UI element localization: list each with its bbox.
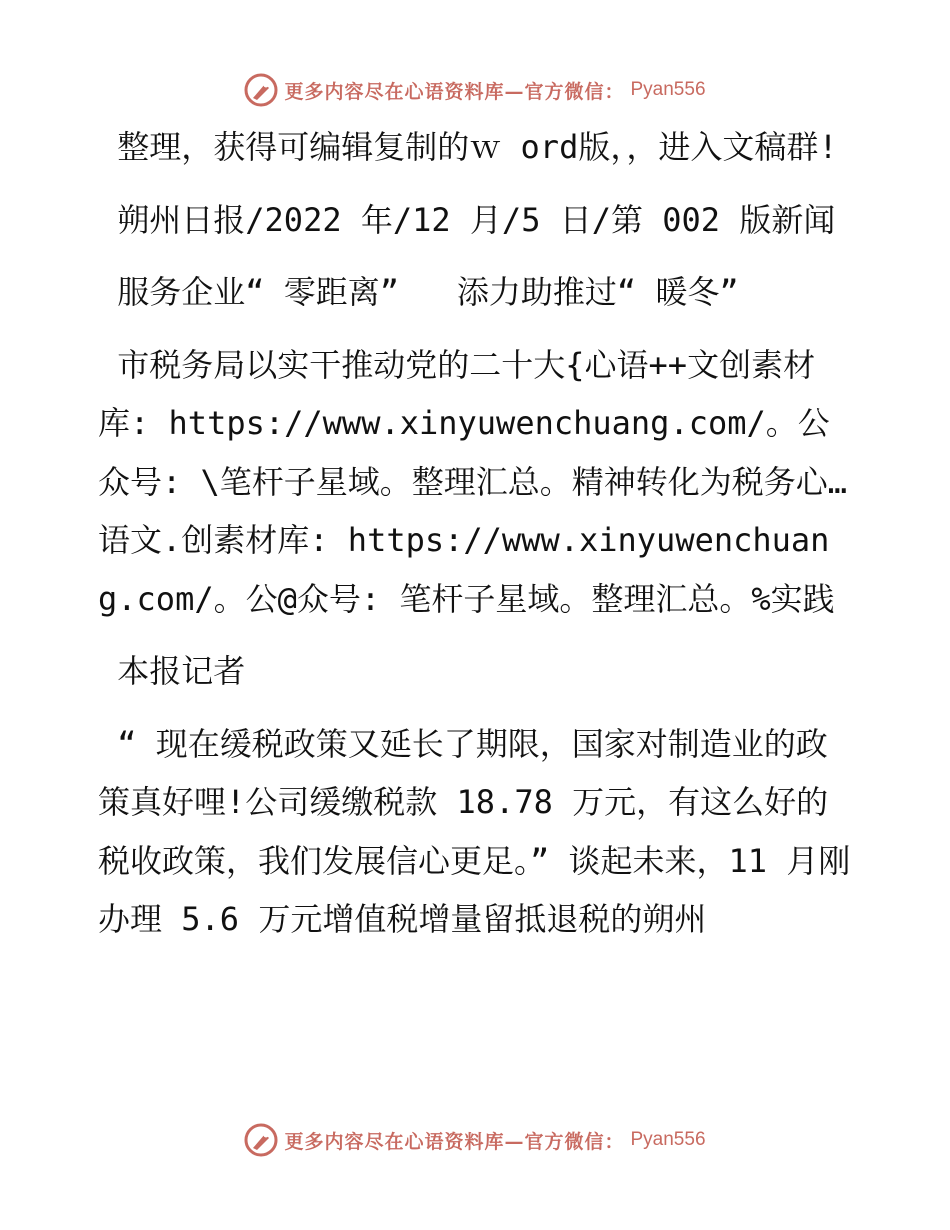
paragraph-intro: 整理，获得可编辑复制的ｗ ord版，，进入文稿群! [98,128,838,166]
watermark-wechat-id: Pyan556 [630,1129,706,1150]
watermark-text: 更多内容尽在心语资料库—官方微信： [284,1130,625,1153]
watermark-text: 更多内容尽在心语资料库—官方微信： [284,80,625,103]
article-body-paragraph: “ 现在缓税政策又延长了期限，国家对制造业的政策真好哩!公司缓缴税款 18.78 万元，有这么好的税收政策，我们发展信心更足。” 谈起未来，11 月刚办理 5.6 万元增值税增量留抵退税的朔州 [98,724,851,938]
article-subheadline: 市税务局以实干推动党的二十大{心语++文创素材库: https://www.xinyuwenchuang.com/。公众号: \笔杆子星域。整理汇总。精神转化为税务心…语文.创素材库: https://www.xinyuwenchuang.com/。公@众号: 笔杆子星域。整理汇总。%实践 [98,345,848,618]
document-body [98,118,858,949]
reporter-byline: 本报记者 [98,652,246,690]
pen-nib-logo-icon [244,1123,278,1157]
watermark-wechat-id: Pyan556 [630,79,706,100]
paragraph-source-line: 朔州日报/2022 年/12 月/5 日/第 002 版新闻 [98,200,836,239]
header-watermark-banner [0,70,950,110]
footer-watermark-banner [0,1120,950,1160]
article-headline: 服务企业“ 零距离” 添力助推过“ 暖冬” [98,273,739,311]
pen-nib-logo-icon [244,73,278,107]
